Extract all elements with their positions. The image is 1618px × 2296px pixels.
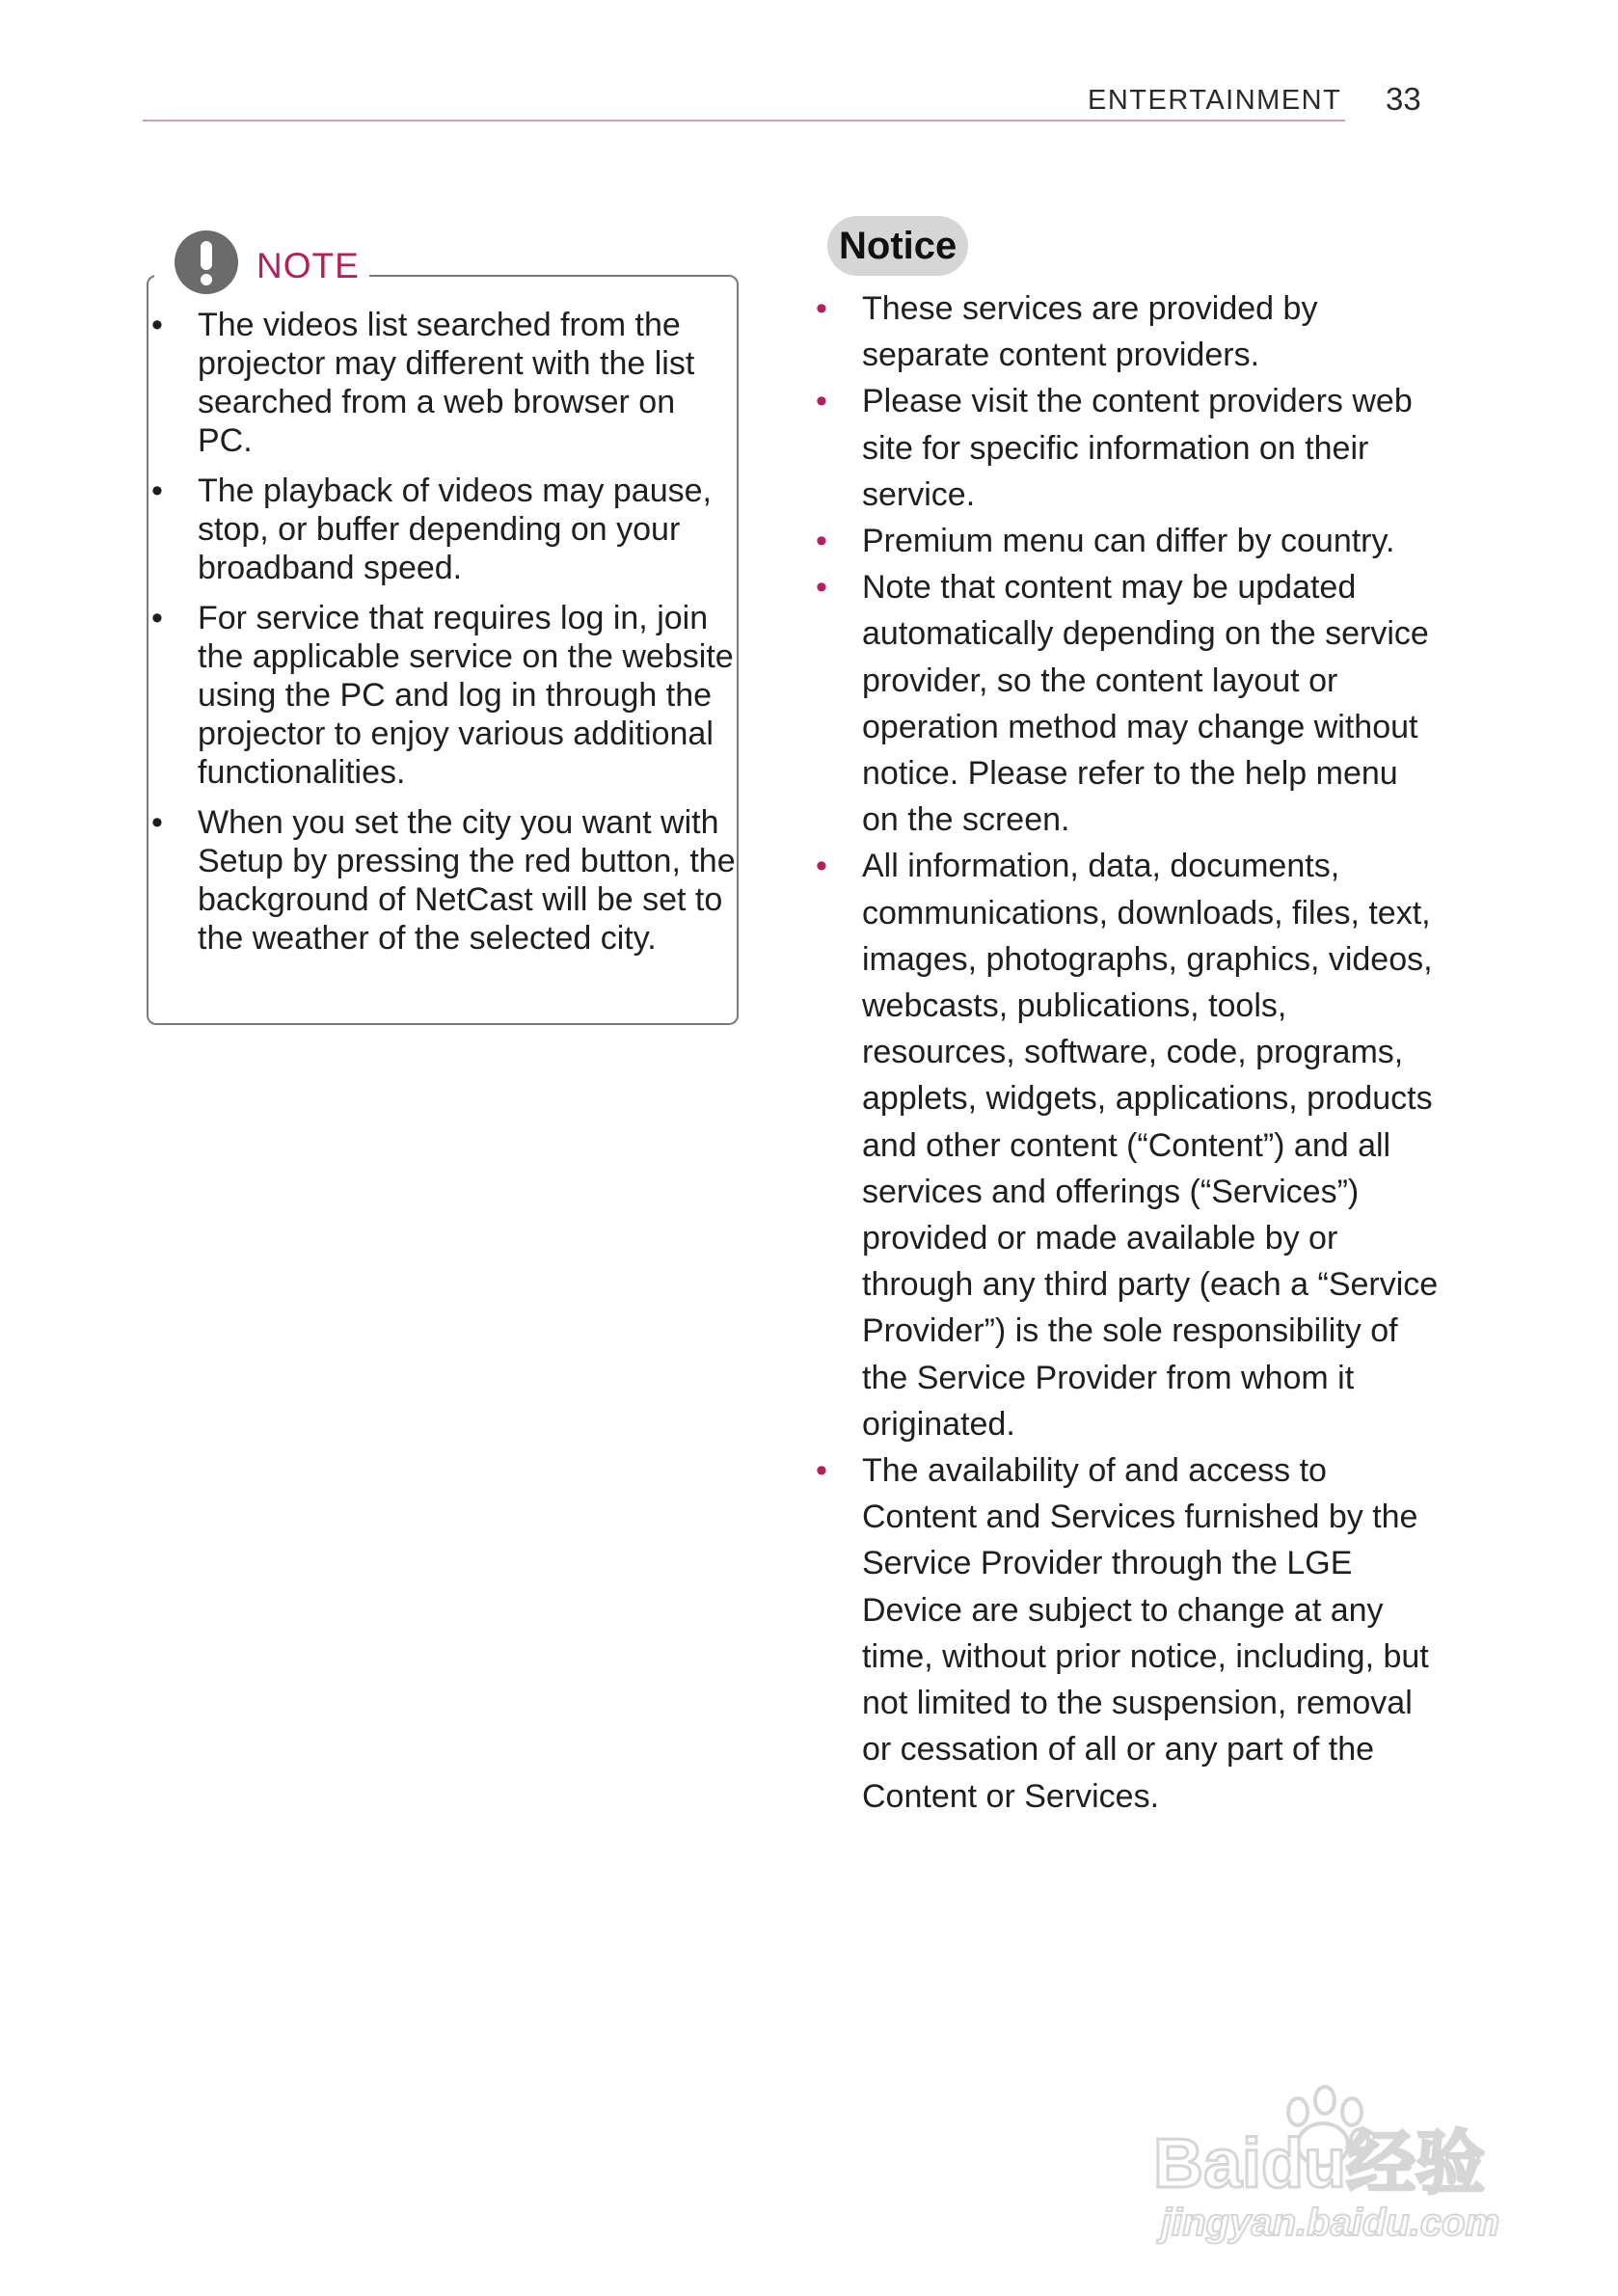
section-title: ENTERTAINMENT: [1088, 85, 1342, 116]
bullet-icon: •: [816, 290, 827, 327]
bullet-icon: •: [151, 804, 163, 841]
bullet-icon: •: [151, 307, 163, 343]
note-item: [151, 803, 738, 958]
page-number: 33: [1386, 81, 1421, 117]
bullet-icon: •: [816, 1452, 827, 1490]
watermark-url: jingyan.baidu.com: [1161, 2201, 1500, 2244]
bullet-icon: •: [816, 848, 827, 885]
notice-item: [816, 518, 1441, 564]
note-item-text: When you set the city you want with Setup by pressing the red button, the background of NetCast will be set to the weather of the selected city.: [198, 804, 736, 957]
bullet-icon: •: [816, 523, 827, 560]
notice-item: [816, 564, 1441, 843]
note-item: [151, 599, 738, 792]
notice-item-text: Note that content may be updated automatically depending on the service provider, so the content layout or operation method may change without notice. Please refer to the help menu on the screen.: [862, 569, 1429, 839]
baidu-watermark: [1153, 2073, 1539, 2247]
note-item-text: The videos list searched from the projector may different with the list searched from a web browser on PC.: [198, 307, 695, 459]
note-heading: [154, 224, 369, 301]
notice-item-text: Please visit the content providers web site for specific information on their service.: [862, 383, 1413, 513]
watermark-brand: Baidu经验: [1153, 2125, 1486, 2202]
bullet-icon: •: [816, 383, 827, 420]
bullet-icon: •: [151, 600, 163, 636]
bullet-icon: •: [816, 569, 827, 607]
notice-item-text: The availability of and access to Content and Services furnished by the Service Provider through the LGE Device are subject to change at any time, without prior notice, including, but not limited to the suspension, removal or cessation of all or any part of the Content or Services.: [862, 1452, 1429, 1815]
notice-item: [816, 843, 1441, 1447]
notice-item: [816, 1447, 1441, 1820]
notice-title: Notice: [827, 216, 968, 276]
note-item-text: For service that requires log in, join the applicable service on the website using the PC and log in through the projector to enjoy various additional functionalities.: [198, 600, 734, 791]
notice-item: [816, 378, 1441, 518]
note-item: [151, 472, 738, 587]
notice-item-text: These services are provided by separate content providers.: [862, 290, 1318, 374]
note-item: [151, 306, 738, 460]
note-item-text: The playback of videos may pause, stop, or buffer depending on your broadband speed.: [198, 473, 712, 586]
note-list: [151, 306, 738, 969]
header-divider: [143, 120, 1345, 122]
notice-item-text: All information, data, documents, communications, downloads, files, text, images, photographs, graphics, videos, webcasts, publications, tools, resources, software, code, programs, applets, widgets, applications, products and other content (“Content”) and all services and offerings (“Services”) provided or made available by or through any third party (each a “Service Provider”) is the sole responsibility of the Service Provider from whom it originated.: [862, 848, 1439, 1443]
exclamation-circle-icon: [174, 230, 239, 295]
note-label: NOTE: [256, 246, 360, 285]
notice-item: [816, 285, 1441, 378]
notice-item-text: Premium menu can differ by country.: [862, 523, 1395, 560]
bullet-icon: •: [151, 473, 163, 509]
notice-list: [816, 285, 1441, 1820]
